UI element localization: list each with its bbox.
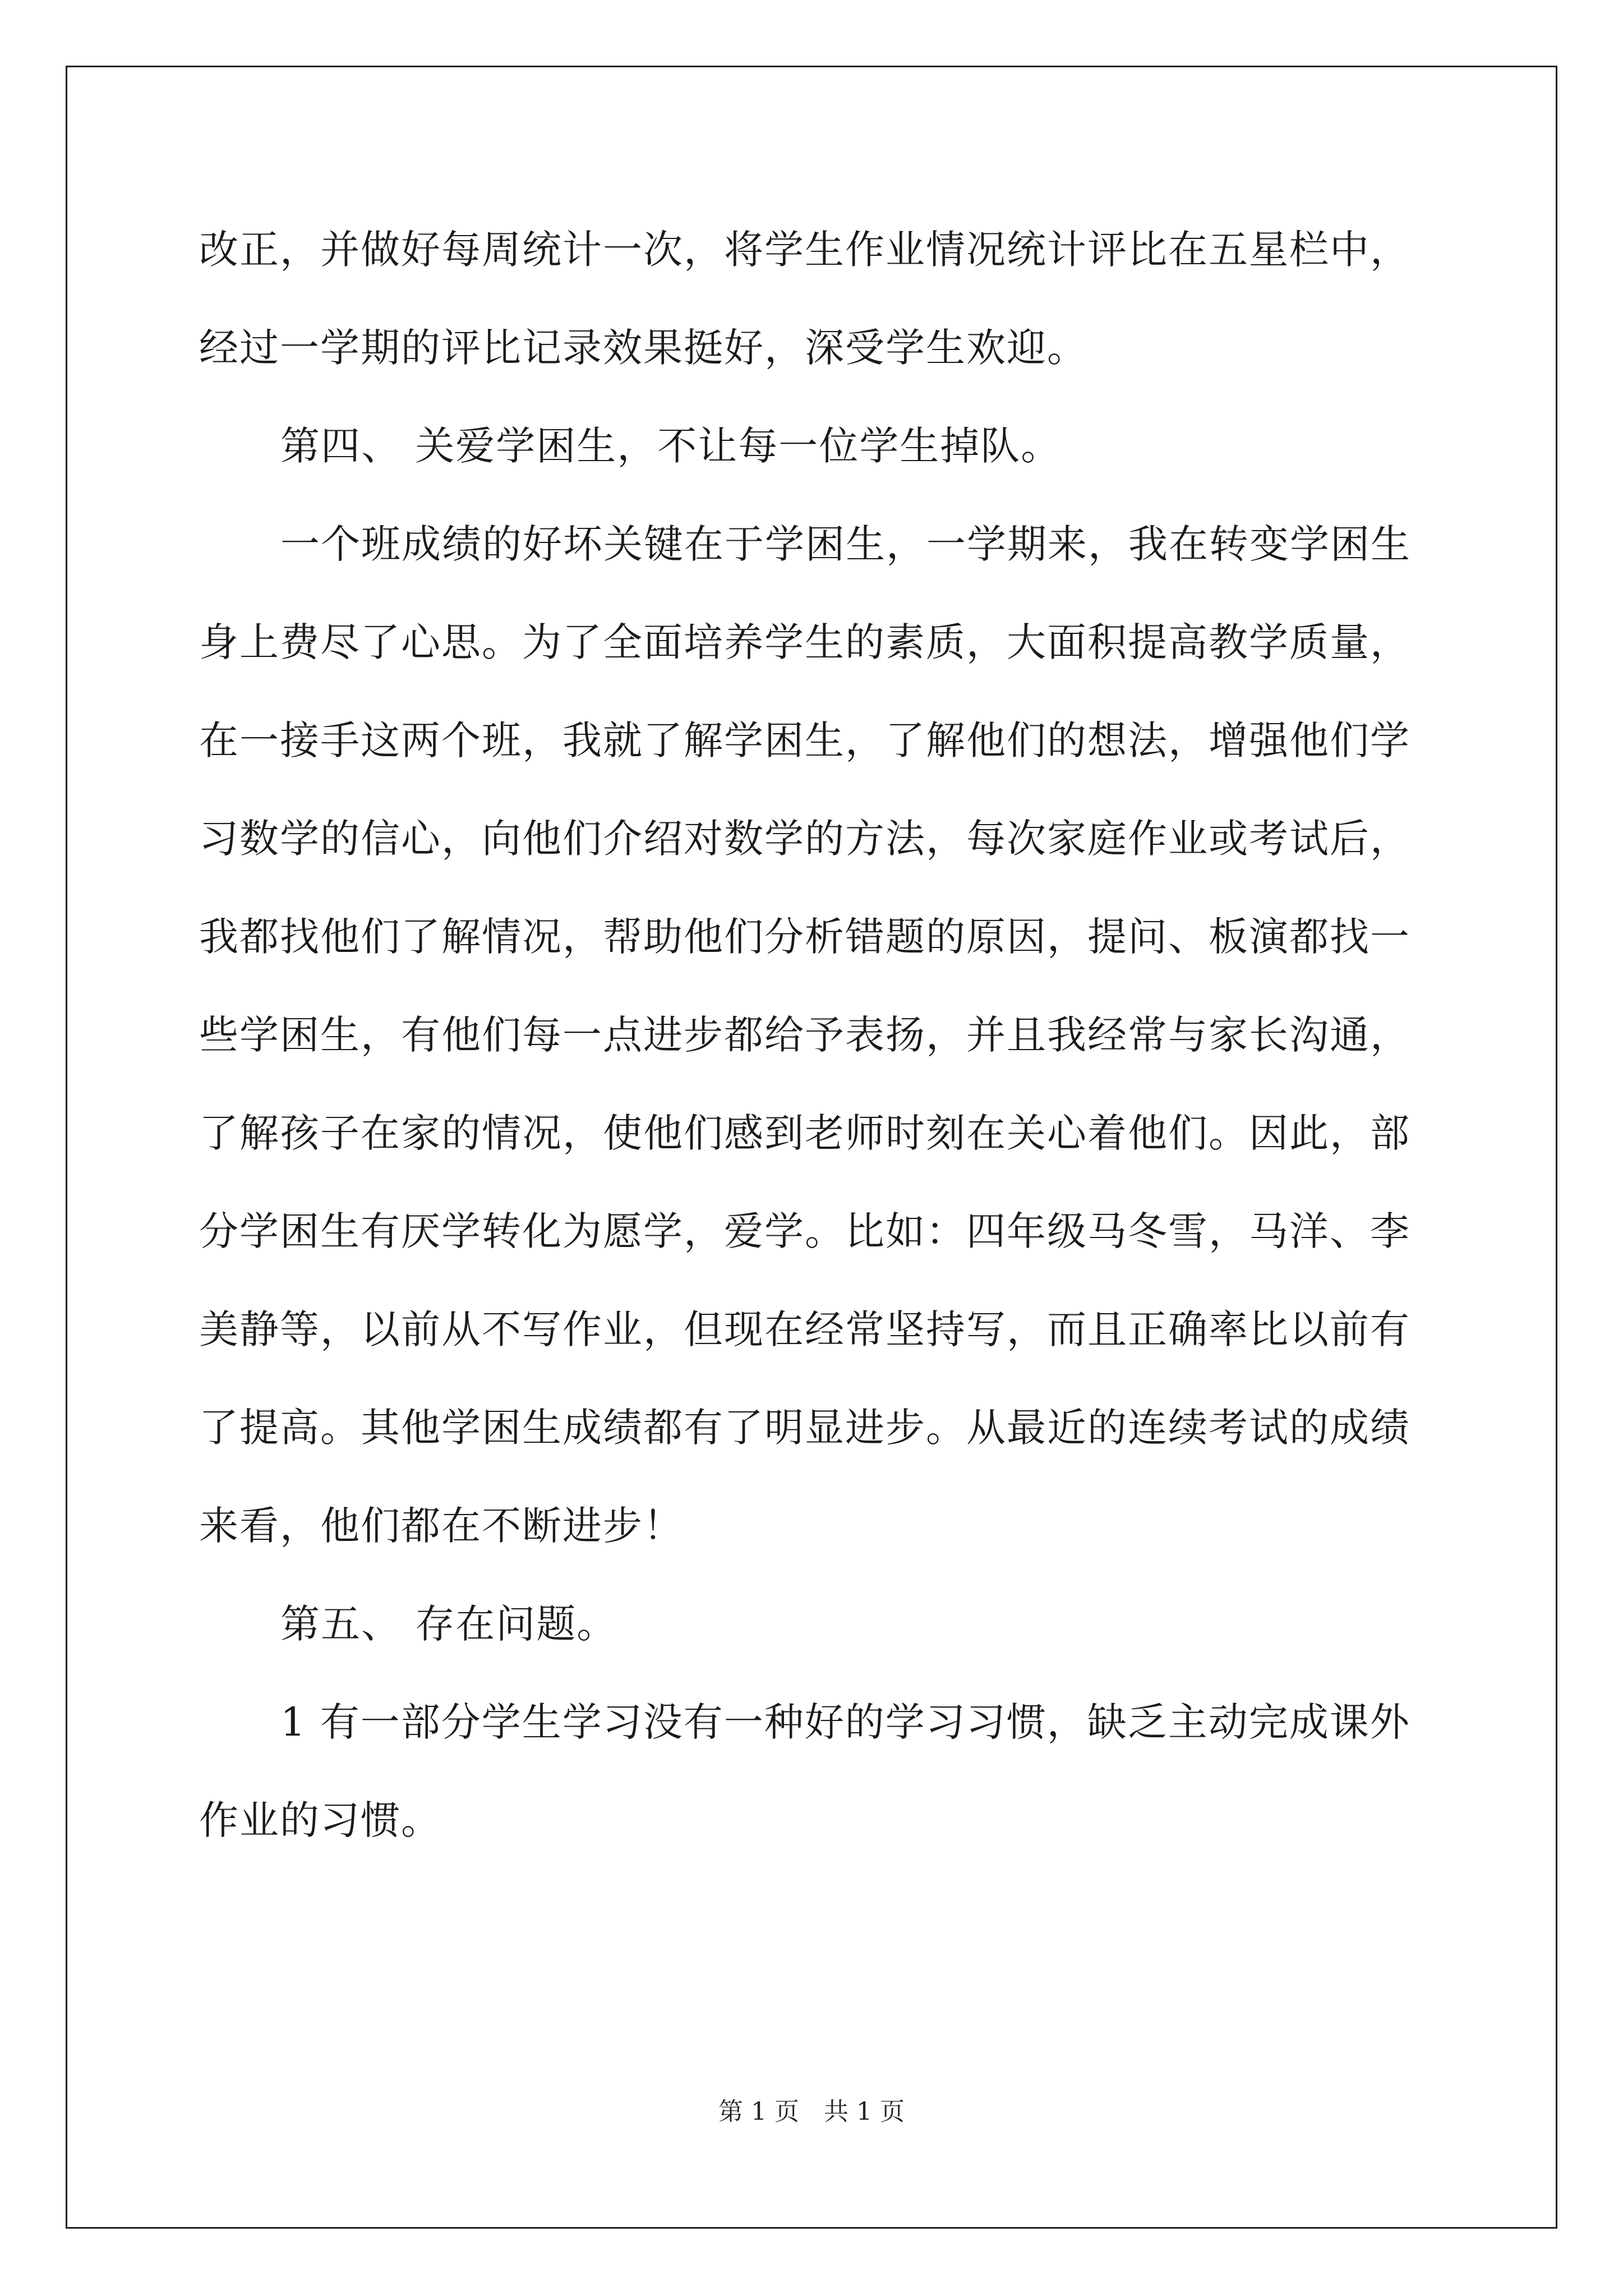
- body-line: 我都找他们了解情况，帮助他们分析错题的原因，提问、板演都找一: [199, 914, 1410, 960]
- body-line: 分学困生有厌学转化为愿学，爱学。比如：四年级马冬雪，马洋、李: [199, 1208, 1410, 1254]
- body-line: 身上费尽了心思。为了全面培养学生的素质，大面积提高教学质量，: [199, 619, 1410, 665]
- section-heading: 第五、 存在问题。: [280, 1601, 617, 1647]
- body-line: 改正，并做好每周统计一次，将学生作业情况统计评比在五星栏中，: [199, 227, 1410, 273]
- paragraph-first-line: 1 有一部分学生学习没有一种好的学习习惯，缺乏主动完成课外: [280, 1699, 1410, 1745]
- body-line: 来看，他们都在不断进步！: [199, 1503, 684, 1549]
- body-line: 些学困生，有他们每一点进步都给予表扬，并且我经常与家长沟通，: [199, 1012, 1410, 1058]
- paragraph-first-line: 一个班成绩的好坏关键在于学困生，一学期来，我在转变学困生: [280, 521, 1411, 567]
- body-line: 经过一学期的评比记录效果挺好，深受学生欢迎。: [199, 325, 1087, 371]
- body-line: 作业的习惯。: [199, 1797, 441, 1843]
- section-heading: 第四、 关爱学困生，不让每一位学生掉队。: [280, 423, 1062, 469]
- body-line: 习数学的信心，向他们介绍对数学的方法，每次家庭作业或考试后，: [199, 816, 1410, 862]
- body-line: 在一接手这两个班，我就了解学困生，了解他们的想法，增强他们学: [199, 717, 1410, 763]
- body-line: 了解孩子在家的情况，使他们感到老师时刻在关心着他们。因此，部: [199, 1110, 1410, 1156]
- body-line: 了提高。其他学困生成绩都有了明显进步。从最近的连续考试的成绩: [199, 1405, 1410, 1451]
- page-number-footer: 第 1 页 共 1 页: [718, 2097, 905, 2126]
- body-line: 美静等，以前从不写作业，但现在经常坚持写，而且正确率比以前有: [199, 1306, 1410, 1352]
